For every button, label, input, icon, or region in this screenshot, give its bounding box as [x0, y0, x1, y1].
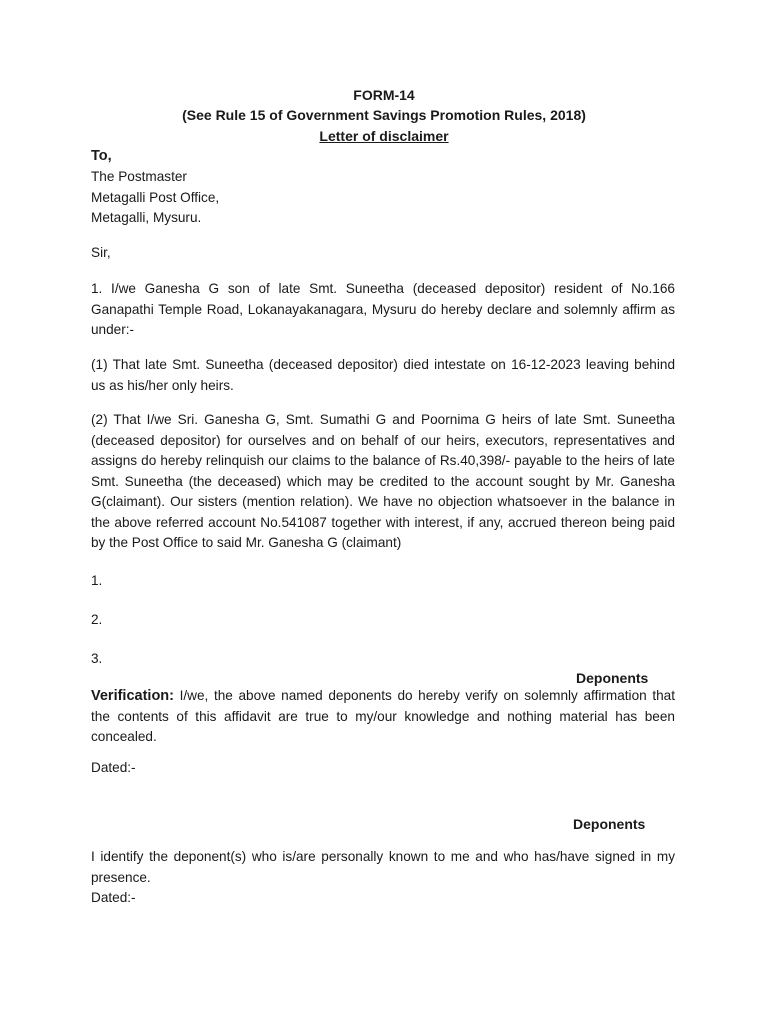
to-label: To, [91, 148, 112, 164]
addressee-block [91, 167, 675, 229]
salutation: Sir, [91, 245, 111, 260]
paragraph-declaration: 1. I/we Ganesha G son of late Smt. Suneetha (deceased depositor) resident of No.166 Ganapathi Temple Road, Lokanayakanagara, Mysuru do hereby declare and solemnly affirm as under:- [91, 281, 675, 337]
deponents-label-2: Deponents [573, 816, 646, 832]
addressee-line-3: Metagalli, Mysuru. [91, 210, 202, 225]
verification-paragraph [91, 686, 675, 748]
addressee-line-2: Metagalli Post Office, [91, 189, 220, 205]
verification-label: Verification: [91, 688, 174, 704]
list-item-1: 1. [91, 573, 103, 588]
deponents-label-1: Deponents [576, 670, 649, 686]
letter-title-text: Letter of disclaimer [319, 128, 449, 144]
paragraph-relinquish: (2) That I/we Sri. Ganesha G, Smt. Sumathi G and Poornima G heirs of late Smt. Suneetha (deceased depositor) for ourselves and on behalf of our heirs, executors, representatives and assigns do hereby relinquish our claims to the balance of Rs.40,398/- payable to the heirs of late Smt. Suneetha (the deceased) which may be credited to the account sought by Mr. Ganesha G(claimant). Our sisters (mention relation). We have no objection whatsoever in the balance in the above referred account No.541087 together with interest, if any, accrued thereon being paid by the Post Office to said Mr. Ganesha G (claimant) [91, 412, 675, 550]
list-item-2: 2. [91, 612, 103, 627]
form-number: FORM-14 [353, 87, 415, 103]
addressee-line-1: The Postmaster [91, 169, 187, 184]
letter-title [0, 126, 768, 146]
list-item-3: 3. [91, 651, 103, 666]
dated-2: Dated:- [91, 890, 136, 905]
rule-reference: (See Rule 15 of Government Savings Promotion Rules, 2018) [182, 107, 586, 123]
paragraph-intestate: (1) That late Smt. Suneetha (deceased depositor) died intestate on 16-12-2023 leaving behind us as his/her only heirs. [91, 357, 675, 393]
dated-1: Dated:- [91, 760, 136, 775]
verification-text: I/we, the above named deponents do hereby verify on solemnly affirmation that the contents of this affidavit are true to my/our knowledge and nothing material has been concealed. [91, 688, 675, 744]
identification-paragraph: I identify the deponent(s) who is/are personally known to me and who has/have signed in my presence. [91, 849, 675, 885]
